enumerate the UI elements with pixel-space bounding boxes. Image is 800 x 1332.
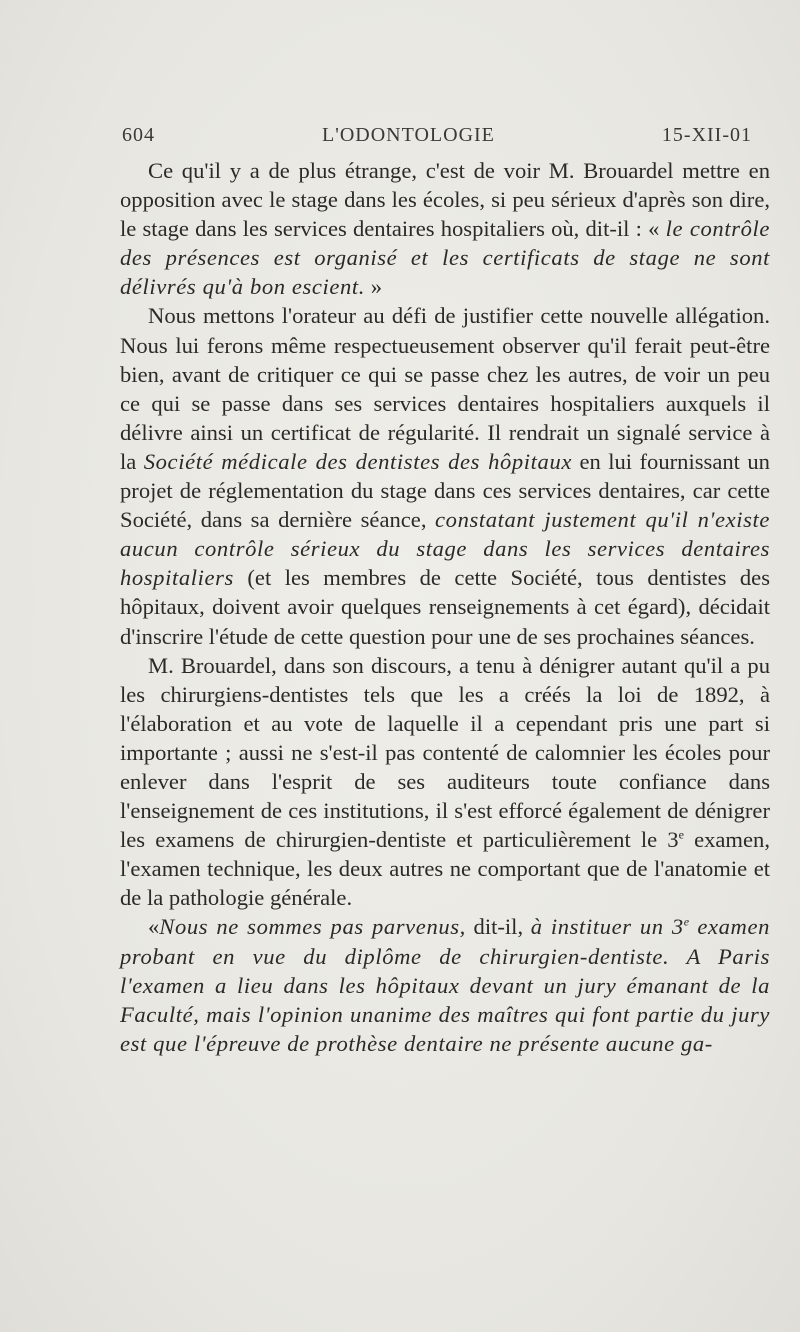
text-run: « bbox=[148, 914, 160, 940]
page-number: 604 bbox=[122, 124, 155, 146]
issue-date: 15-XII-01 bbox=[661, 124, 752, 146]
text-run: M. Brouardel, dans son discours, a tenu à dénigrer autant qu'il a pu les chirurgiens-dentistes tels que les a créés la loi de 1892, à l'élaboration et au vote de laquelle il a cependant pris une part si importante ; aussi ne s'est-il pas contenté de calomnier les écoles pour enlever dans l'esprit de ses auditeurs toute confiance dans l'enseignement de ces institutions, il s'est efforcé également de dénigrer les examens de chirurgien-dentiste et particulièrement le 3 bbox=[120, 652, 770, 853]
superscript: e bbox=[683, 914, 690, 929]
text-run: Ce qu'il y a de plus étrange, c'est de voir M. Brouardel mettre en opposition avec le stage dans les écoles, si peu sérieux d'après son dire, le stage dans les services dentaires hospitaliers où, dit-il : « bbox=[120, 158, 770, 242]
text-run: Nous mettons l'orateur au défi de justifier cette nouvelle allégation. Nous lui ferons même respectueusement observer qu'il ferait peut-être bien, avant de critiquer ce qui se passe chez les autres, de voir un peu ce qui se passe dans ses services dentaires hospitaliers auxquels il délivre ainsi un certificat de régularité. Il rendrait un signalé service à la bbox=[120, 303, 770, 474]
superscript: e bbox=[678, 827, 684, 842]
italic-run: à instituer un 3 bbox=[530, 914, 684, 940]
text-run: (et les membres de cette Société, tous dentistes des hôpitaux, doivent avoir quelques renseignements à cet égard), décidait d'inscrire l'étude de cette question pour une de ses prochaines séances. bbox=[120, 565, 770, 649]
running-header bbox=[122, 124, 752, 147]
text-run: dit-il, bbox=[465, 914, 531, 940]
text-run: » bbox=[365, 274, 383, 300]
paragraph bbox=[120, 651, 770, 913]
text-run: en lui fournissant un projet de réglementation du stage dans ces services dentaires, car cette Société, dans sa dernière séance, bbox=[120, 448, 770, 533]
paragraph bbox=[120, 156, 770, 301]
paragraph bbox=[120, 912, 770, 1057]
text-run: examen, l'examen technique, les deux autres ne comportant que de l'anatomie et de la pathologie générale. bbox=[120, 827, 770, 911]
italic-run: Nous ne sommes pas parvenus, bbox=[159, 914, 466, 940]
journal-title: L'ODONTOLOGIE bbox=[322, 124, 495, 146]
paragraph bbox=[120, 301, 770, 650]
article-body bbox=[120, 156, 770, 1058]
italic-run: examen probant en vue du diplôme de chirurgien-dentiste. A Paris l'examen a lieu dans les hôpitaux devant un jury émanant de la Faculté, mais l'opinion unanime des maîtres qui font partie du jury est que l'épreuve de prothèse dentaire ne présente aucune ga- bbox=[120, 914, 770, 1056]
italic-run: le contrôle des présences est organisé et les certificats de stage ne sont délivrés qu'à bon escient. bbox=[120, 216, 770, 300]
italic-run: Société médicale des dentistes des hôpitaux bbox=[143, 448, 572, 474]
italic-run: constatant justement qu'il n'existe aucun contrôle sérieux du stage dans les services dentaires hospitaliers bbox=[120, 507, 770, 591]
